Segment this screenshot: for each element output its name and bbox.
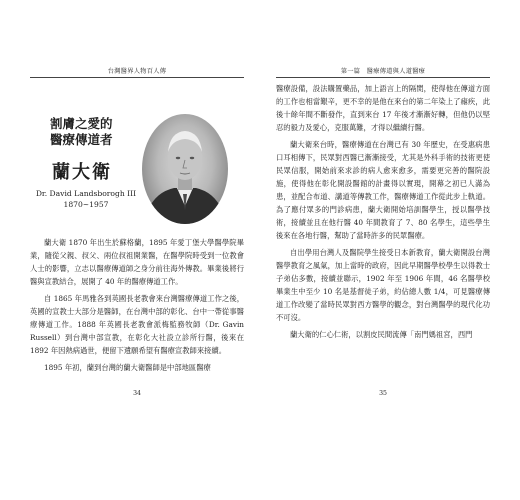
paragraph: 自出學用台灣人及醫院學生接受日本新教育，蘭大衛開設台灣醫學教育之風氣，加上當時的政府，因此早期醫學校學生以得教士子弟佔多數，接續並聯示，1902 年至 1906 年間，46 名醫學校畢業生中至少 10 名是基督徒子弟，約佔總人數 1/4，可見醫療傳道工作改變了當時民眾對西方醫學的觀念，對台灣醫學的現代化功不可沒。	[276, 248, 490, 322]
running-header	[30, 68, 244, 78]
name-chinese: 蘭大衛	[52, 162, 112, 183]
paragraph: 醫療設備，設法購置藥品，加上語言上的隔閡，使得他在傳道方面的工作也相當艱辛，更不幸的是他在來台的第二年染上了瘧疾，此後十餘年間不斷發作，直到來台 17 年後才漸漸好轉，但他仍以堅忍的毅力及愛心，克服萬難，才得以繼續行醫。	[276, 84, 490, 132]
paragraph: 自 1865 年馬雅各到英國長老教會來台灣醫療傳道工作之後，英國的宣教士大部分是醫師，在台灣中部的彰化、台中一帶從事醫療傳道工作。1888 年英國長老教會派梅監務牧師（Dr. Gavin Russell）到台灣中部宣教，在彰化大社設立診所行醫，後來在 1892 年因熱病過世，便留下遺願希望有醫療宣教師來接續。	[30, 294, 244, 355]
paragraph: 1895 年初，蘭到台灣的蘭大衛醫師是中部地區醫療	[44, 363, 211, 372]
subtitle-line1: 割膚之愛的	[50, 116, 113, 131]
body-text	[30, 236, 244, 378]
paragraph: 蘭大衛的仁心仁術，以割皮民間流傳「南門媽祖宮，西門	[290, 330, 473, 339]
name-english: Dr. David Landsborogh III	[35, 189, 137, 198]
right-page	[276, 68, 490, 398]
portrait-figure	[142, 114, 228, 224]
body-text	[276, 82, 490, 345]
header-title: 台灣醫界人物百人傳	[107, 68, 167, 75]
portrait-photo	[142, 114, 228, 224]
page-number: 35	[379, 390, 387, 397]
page-number: 34	[133, 390, 141, 397]
left-page	[30, 68, 244, 398]
paragraph: 蘭大衛 1870 年出生於蘇格蘭，1895 年愛丁堡大學醫學院畢業，隨從父親、叔父、兩位叔祖開業醫，在醫學院時受到一位教會人士的影響，立志以醫療傳道師之身分前往海外傳教。畢業後將行醫與宣教結合，展開了 40 年的醫療傳道工作。	[30, 238, 244, 286]
paragraph: 蘭大衛來台時，醫療傳道在台灣已有 30 年歷史，在受惠病患口耳相傳下，民眾對西醫已漸漸接受，尤其是外科手術的技術更使民眾信服，開始前來求診的病人愈來愈多，需要更完善的醫院設施，使得他在彰化開設醫館的計畫得以實現，開幕之初已人滿為患，並配合布道、講道等傳教工作，醫療傳道工作從此步上軌道。為了應付眾多的門診病患，蘭大衛開始培訓醫學生，授以醫學技術，接續並且在他行醫 40 年間教育了 7、80 名學生，這些學生後來在各地行醫，幫助了當時許多的民眾醫療。	[276, 140, 490, 240]
subtitle-line2: 醫療傳道者	[50, 132, 113, 147]
header-title: 第一篇 醫療傳道與人道醫療	[340, 68, 426, 75]
lifespan: 1870~1957	[63, 200, 109, 209]
running-header	[276, 68, 490, 78]
